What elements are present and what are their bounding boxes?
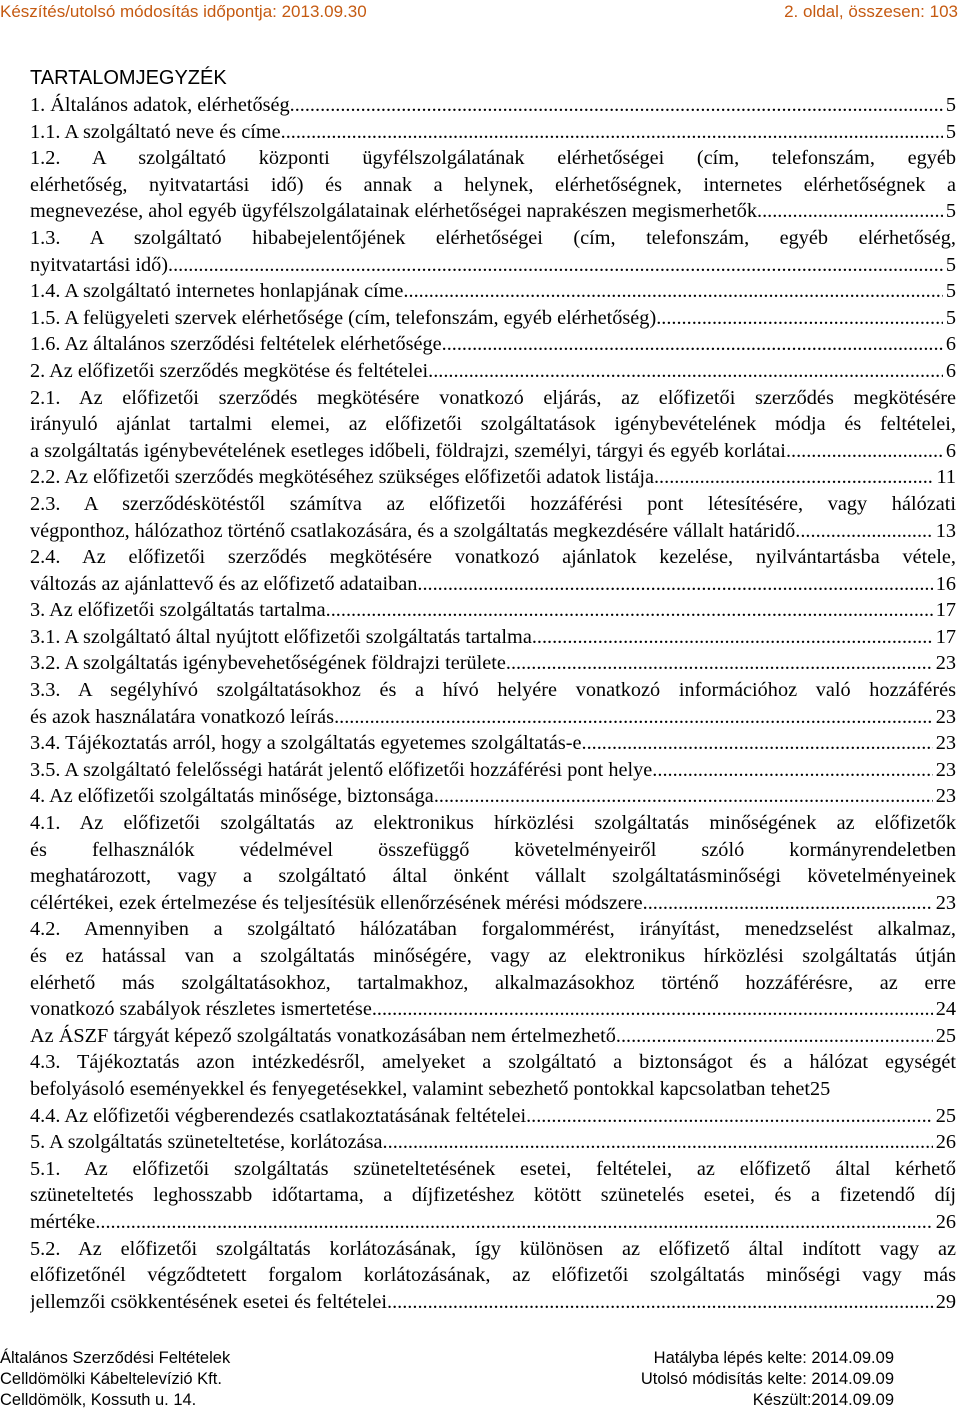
toc-entry[interactable] xyxy=(30,198,956,225)
toc-entry[interactable]: elérhető más szolgáltatásokhoz, tartalmakhoz, alkalmazásokhoz történő hozzáférésre, az erre xyxy=(30,971,956,994)
toc-dot-leader xyxy=(786,438,943,465)
toc-dot-leader xyxy=(403,278,942,305)
toc-dot-leader xyxy=(387,1289,933,1316)
toc-page-number: 13 xyxy=(935,519,956,542)
toc-entry-text: nyitvatartási idő) xyxy=(30,253,168,276)
toc-entry-text: megnevezése, ahol egyéb ügyfélszolgálatainak elérhetőségei naprakészen megismerhetők xyxy=(30,200,757,223)
table-of-contents xyxy=(30,92,956,1315)
footer-doc-title: Általános Szerződési Feltételek xyxy=(0,1349,231,1367)
toc-entry[interactable] xyxy=(30,1023,956,1050)
toc-dot-leader xyxy=(656,305,943,332)
toc-entry[interactable] xyxy=(30,1209,956,1236)
toc-page-number: 5 xyxy=(945,200,956,223)
toc-entry-text: jellemzői csökkentésének esetei és feltételei xyxy=(30,1290,388,1313)
footer-company: Celldömölki Kábeltelevízió Kft. xyxy=(0,1370,222,1388)
toc-entry[interactable]: irányuló ajánlat tartalmi elemei, az előfizetői szolgáltatások igénybevételének módja és feltételei, xyxy=(30,413,956,436)
toc-page-number: 23 xyxy=(935,732,956,755)
toc-entry-text: 2.2. Az előfizetői szerződés megkötéséhez szükséges előfizetői adatok listája xyxy=(30,466,654,489)
toc-dot-leader xyxy=(428,358,943,385)
toc-entry[interactable]: 1.2. A szolgáltató központi ügyfélszolgálatának elérhetőségei (cím, telefonszám, egyéb xyxy=(30,147,956,170)
toc-entry[interactable]: 4.2. Amennyiben a szolgáltató hálózatában forgalommérést, irányítást, menedzselést alkalmaz, xyxy=(30,918,956,941)
toc-entry-text: célértékei, ezek értelmezése és teljesítésük ellenőrzésének mérési módszere xyxy=(30,891,643,914)
toc-entry-text: 3.2. A szolgáltatás igénybevehetőségének földrajzi területe xyxy=(30,652,506,675)
toc-entry-text: 3. Az előfizetői szolgáltatás tartalma xyxy=(30,599,326,622)
toc-page-number: 26 xyxy=(935,1131,956,1154)
toc-dot-leader xyxy=(281,119,943,146)
toc-entry[interactable]: 5.2. Az előfizetői szolgáltatás korlátozásának, így különösen az előfizető által indított vagy az xyxy=(30,1237,956,1260)
toc-entry[interactable]: szüneteltetés leghosszabb időtartama, a díjfizetéshez kötött szünetelés esetei, és a fizetendő díj xyxy=(30,1184,956,1207)
toc-entry[interactable]: meghatározott, vagy a szolgáltató által önként vállalt szolgáltatásminőségi követelményeinek xyxy=(30,865,956,888)
toc-entry[interactable] xyxy=(30,1103,956,1130)
toc-entry[interactable] xyxy=(30,305,956,332)
footer-address: Celldömölk, Kossuth u. 14. xyxy=(0,1391,197,1409)
toc-page-number: 5 xyxy=(945,120,956,143)
toc-entry[interactable] xyxy=(30,464,956,491)
toc-dot-leader xyxy=(326,597,933,624)
toc-entry[interactable] xyxy=(30,278,956,305)
toc-page-number: 6 xyxy=(945,333,956,356)
toc-page-number: 25 xyxy=(809,1077,831,1100)
toc-entry[interactable] xyxy=(30,1129,956,1156)
toc-dot-leader xyxy=(417,571,932,598)
toc-entry-text: befolyásoló eseményekkel és fenyegetésekkel, valamint sebezhető pontokkal kapcsolatban tehet xyxy=(30,1077,810,1100)
toc-dot-leader xyxy=(372,996,933,1023)
toc-title: TARTALOMJEGYZÉK xyxy=(30,67,227,89)
toc-entry[interactable]: és ez hatással van a szolgáltatás minőségére, vagy az elektronikus hírközlési szolgáltatás útján xyxy=(30,945,956,967)
toc-entry[interactable]: 2.1. Az előfizetői szerződés megkötésére vonatkozó eljárás, az előfizetői szerződés megkötésére xyxy=(30,386,956,409)
toc-entry[interactable] xyxy=(30,92,956,119)
toc-entry-text: 3.1. A szolgáltató által nyújtott előfizetői szolgáltatás tartalma xyxy=(30,625,532,648)
toc-dot-leader xyxy=(526,1103,933,1130)
toc-entry[interactable] xyxy=(30,1076,956,1103)
toc-dot-leader xyxy=(643,890,933,917)
toc-entry[interactable]: 4.1. Az előfizetői szolgáltatás az elektronikus hírközlési szolgáltatás minőségének az előfizetők xyxy=(30,812,956,835)
toc-entry[interactable] xyxy=(30,704,956,731)
toc-page-number: 16 xyxy=(935,572,956,595)
toc-dot-leader xyxy=(383,1129,933,1156)
toc-entry[interactable]: 5.1. Az előfizetői szolgáltatás szüneteltetésének esetei, feltételei, az előfizető által kérhető xyxy=(30,1157,956,1180)
toc-page-number: 5 xyxy=(945,306,956,329)
toc-dot-leader xyxy=(168,252,943,279)
toc-entry[interactable]: 2.3. A szerződéskötéstől számítva az előfizetői hozzáférési pont létesítésére, vagy hálózati xyxy=(30,492,956,515)
toc-entry[interactable] xyxy=(30,757,956,784)
toc-dot-leader xyxy=(434,783,933,810)
toc-entry-text: 2. Az előfizetői szerződés megkötése és feltételei xyxy=(30,359,429,382)
toc-page-number: 23 xyxy=(935,891,956,914)
toc-page-number: 5 xyxy=(945,94,956,116)
toc-entry[interactable] xyxy=(30,1289,956,1316)
toc-dot-leader xyxy=(652,757,932,784)
toc-entry[interactable] xyxy=(30,252,956,279)
toc-page-number: 29 xyxy=(935,1290,956,1313)
toc-entry[interactable] xyxy=(30,996,956,1023)
toc-entry[interactable] xyxy=(30,438,956,465)
toc-entry-text: változás az ajánlattevő és az előfizető adataiban xyxy=(30,572,418,595)
toc-page-number: 17 xyxy=(935,625,956,648)
toc-dot-leader xyxy=(654,464,933,491)
toc-page-number: 5 xyxy=(945,253,956,276)
toc-entry-text: 4. Az előfizetői szolgáltatás minősége, biztonsága xyxy=(30,785,434,808)
toc-entry-text: Az ÁSZF tárgyát képező szolgáltatás vonatkozásában nem értelmezhető. xyxy=(30,1024,621,1047)
toc-dot-leader xyxy=(442,331,943,358)
toc-page-number: 6 xyxy=(945,439,956,462)
toc-entry[interactable] xyxy=(30,331,956,358)
toc-entry[interactable] xyxy=(30,571,956,598)
toc-entry[interactable] xyxy=(30,890,956,917)
toc-entry-text: 4.4. Az előfizetői végberendezés csatlakoztatásának feltételei xyxy=(30,1104,527,1127)
footer-created: Készült:2014.09.09 xyxy=(752,1391,894,1409)
toc-entry-text: 3.5. A szolgáltató felelősségi határát jelentő előfizetői hozzáférési pont helye xyxy=(30,758,653,781)
toc-page-number: 6 xyxy=(945,359,956,382)
toc-page-number: 5 xyxy=(945,280,956,303)
toc-entry[interactable]: 3.3. A segélyhívó szolgáltatásokhoz és a hívó helyére vonatkozó információhoz való hozzáférés xyxy=(30,679,956,702)
toc-page-number: 25 xyxy=(935,1024,956,1047)
toc-entry[interactable]: előfizetőnél végződtetett forgalom korlátozásának, az előfizetői szolgáltatás minőségi vagy más xyxy=(30,1264,956,1287)
toc-page-number: 25 xyxy=(935,1104,956,1127)
toc-dot-leader xyxy=(290,92,943,119)
toc-entry-text: a szolgáltatás igénybevételének esetleges időbeli, földrajzi, személyi, tárgyi és egyéb korlátai xyxy=(30,439,786,462)
toc-entry-text: 1. Általános adatok, elérhetőség xyxy=(30,94,290,116)
footer-effective-date: Hatályba lépés kelte: 2014.09.09 xyxy=(653,1349,894,1367)
toc-dot-leader xyxy=(757,198,943,225)
toc-page-number: 11 xyxy=(936,466,956,489)
toc-page-number: 26 xyxy=(935,1210,956,1233)
toc-dot-leader xyxy=(334,704,933,731)
toc-entry[interactable] xyxy=(30,518,956,545)
toc-page-number: 23 xyxy=(935,705,956,728)
toc-entry-text: 1.1. A szolgáltató neve és címe xyxy=(30,120,281,143)
toc-entry-text: 1.5. A felügyeleti szervek elérhetősége (cím, telefonszám, egyéb elérhetőség) xyxy=(30,306,657,329)
toc-entry-text: 5. A szolgáltatás szüneteltetése, korlátozása xyxy=(30,1131,383,1154)
toc-entry[interactable]: 2.4. Az előfizetői szerződés megkötésére vonatkozó ajánlatok kezelése, nyilvántartásba vétele, xyxy=(30,546,956,569)
toc-page-number: 17 xyxy=(935,599,956,622)
toc-page-number: 23 xyxy=(935,785,956,808)
toc-entry[interactable] xyxy=(30,650,956,677)
footer-last-modified: Utolsó módisítás kelte: 2014.09.09 xyxy=(640,1370,894,1388)
toc-dot-leader xyxy=(506,650,933,677)
toc-entry-text: és azok használatára vonatkozó leírás xyxy=(30,705,335,728)
toc-entry[interactable]: 4.3. Tájékoztatás azon intézkedésről, amelyeket a szolgáltató a biztonságot és a hálózat egységét xyxy=(30,1051,956,1074)
toc-dot-leader xyxy=(95,1209,932,1236)
toc-entry[interactable]: és felhasználók védelmével összefüggő követelményeiről szóló kormányrendeletben xyxy=(30,838,956,861)
toc-dot-leader xyxy=(795,518,932,545)
header-modified-date: Készítés/utolsó módosítás időpontja: 2013.09.30 xyxy=(0,2,367,21)
toc-page-number: 24 xyxy=(935,998,956,1021)
toc-dot-leader xyxy=(582,730,933,757)
toc-entry[interactable] xyxy=(30,597,956,624)
toc-entry[interactable]: elérhetőség, nyitvatartási idő) és annak a helynek, elérhetőségnek, internetes elérhetőségnek a xyxy=(30,173,956,196)
toc-dot-leader xyxy=(532,624,933,651)
toc-entry[interactable] xyxy=(30,730,956,757)
toc-entry[interactable] xyxy=(30,119,956,146)
toc-page-number: 23 xyxy=(935,652,956,675)
toc-entry[interactable] xyxy=(30,358,956,385)
toc-page-number: 23 xyxy=(935,758,956,781)
toc-entry-text: végponthoz, hálózathoz történő csatlakozására, és a szolgáltatás megkezdésére vállalt határidő xyxy=(30,519,796,542)
toc-entry-text: 1.6. Az általános szerződési feltételek elérhetősége xyxy=(30,333,442,356)
toc-entry-text: mértéke xyxy=(30,1210,96,1233)
toc-entry-text: 1.4. A szolgáltató internetes honlapjának címe xyxy=(30,280,404,303)
toc-entry[interactable] xyxy=(30,624,956,651)
toc-entry[interactable]: 1.3. A szolgáltató hibabejelentőjének elérhetőségei (cím, telefonszám, egyéb elérhetőség, xyxy=(30,226,956,249)
toc-dot-leader xyxy=(621,1023,933,1050)
toc-entry-text: 3.4. Tájékoztatás arról, hogy a szolgáltatás egyetemes szolgáltatás-e xyxy=(30,732,582,755)
toc-entry[interactable] xyxy=(30,783,956,810)
header-page-number: 2. oldal, összesen: 103 xyxy=(784,2,958,21)
toc-entry-text: vonatkozó szabályok részletes ismertetése xyxy=(30,998,372,1021)
